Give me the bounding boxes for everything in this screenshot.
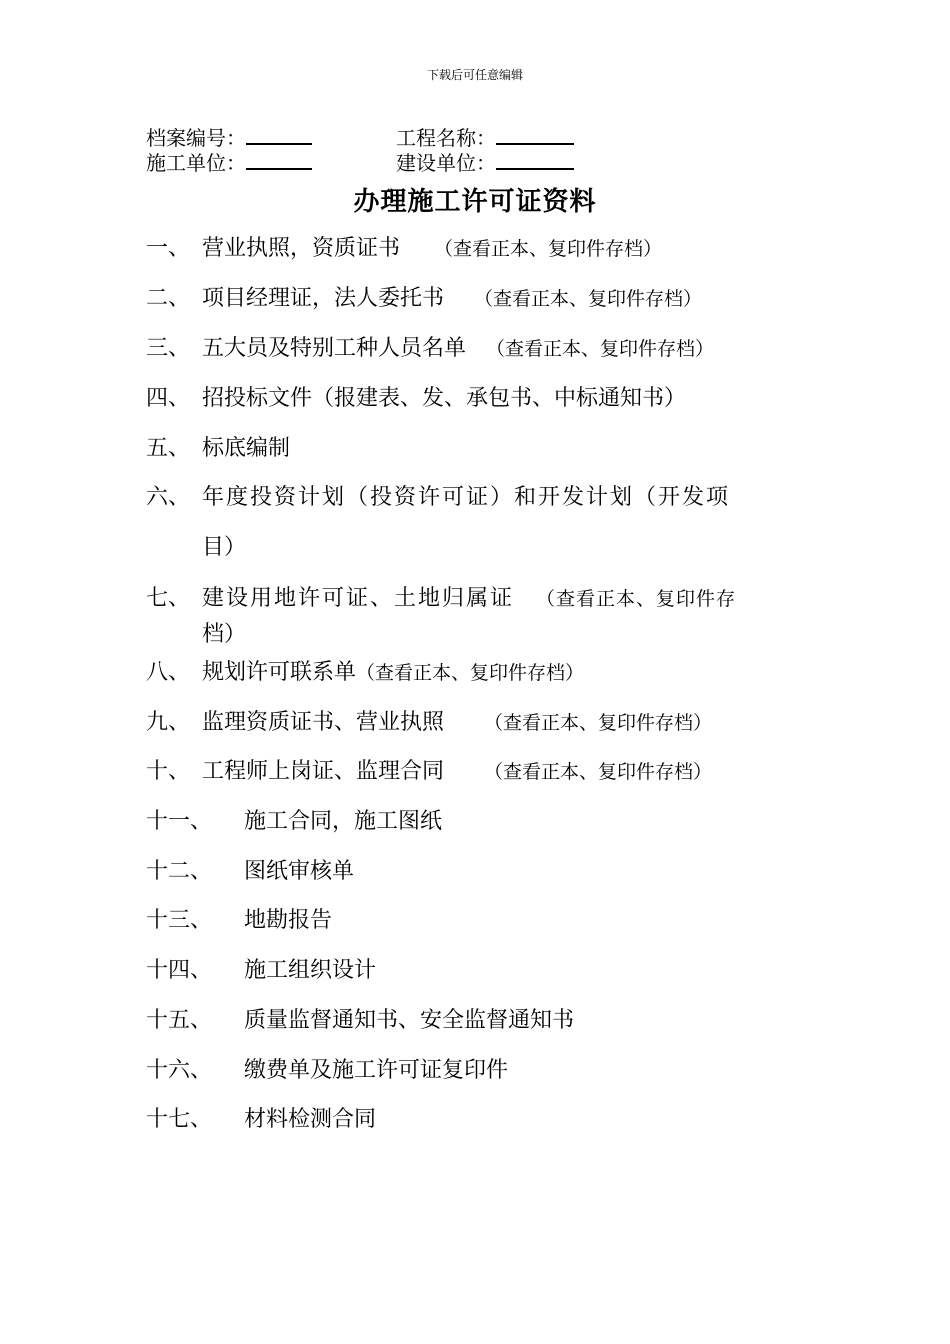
item-number: 八、	[146, 660, 191, 685]
item-note: （查看正本、复印件存档）	[474, 288, 703, 310]
item-number: 五、	[146, 436, 191, 461]
item-text: 地勘报告	[244, 908, 333, 933]
item-note: （查看正本、复印件存档）	[484, 712, 713, 734]
document-title: 办理施工许可证资料	[353, 187, 597, 217]
archive-number-blank	[246, 127, 312, 145]
item-text: 规划许可联系单（查看正本、复印件存档）	[202, 660, 585, 685]
item-text: 监理资质证书、营业执照 （查看正本、复印件存档）	[202, 710, 713, 735]
item-text: 五大员及特别工种人员名单 （查看正本、复印件存档）	[202, 336, 715, 361]
item-text: 质量监督通知书、安全监督通知书	[244, 1008, 575, 1033]
item-number: 十六、	[146, 1058, 213, 1083]
item-text: 标底编制	[202, 436, 291, 461]
item-number: 九、	[146, 710, 191, 735]
item-text: 工程师上岗证、监理合同 （查看正本、复印件存档）	[202, 759, 713, 784]
item-number: 十七、	[146, 1107, 213, 1132]
item-text: 招投标文件（报建表、发、承包书、中标通知书）	[202, 386, 687, 411]
item-number: 四、	[146, 386, 191, 411]
item-text: 年度投资计划（投资许可证）和开发计划（开发项	[202, 485, 731, 510]
item-text: 缴费单及施工许可证复印件	[244, 1058, 509, 1083]
item-text: 材料检测合同	[244, 1107, 377, 1132]
item-number: 六、	[146, 485, 191, 510]
item-text: 建设用地许可证、土地归属证 （查看正本、复印件存	[202, 586, 737, 611]
item-note: （查看正本、复印件存档）	[486, 338, 715, 360]
item-text: 施工合同，施工图纸	[244, 809, 443, 834]
item-number: 三、	[146, 336, 191, 361]
item-number: 十四、	[146, 958, 213, 983]
item-note: （查看正本、复印件存档）	[356, 662, 585, 684]
item-continuation: 目）	[202, 535, 247, 560]
project-name-blank	[496, 127, 574, 145]
contractor-label: 施工单位：	[146, 151, 246, 175]
item-text: 营业执照，资质证书 （查看正本、复印件存档）	[202, 236, 663, 261]
item-number: 十一、	[146, 809, 213, 834]
item-number: 一、	[146, 236, 191, 261]
builder-field	[396, 151, 574, 175]
item-note: （查看正本、复印件存	[536, 588, 737, 610]
project-name-label: 工程名称：	[396, 126, 496, 150]
item-continuation: 档）	[202, 622, 247, 647]
archive-number-field	[146, 126, 312, 150]
item-number: 二、	[146, 286, 191, 311]
builder-blank	[496, 152, 574, 170]
item-text: 项目经理证，法人委托书 （查看正本、复印件存档）	[202, 286, 703, 311]
item-text: 图纸审核单	[244, 859, 355, 884]
item-number: 十三、	[146, 908, 213, 933]
item-note: （查看正本、复印件存档）	[484, 761, 713, 783]
item-text: 施工组织设计	[244, 958, 377, 983]
contractor-field	[146, 151, 312, 175]
item-number: 十、	[146, 759, 191, 784]
header-note: 下载后可任意编辑	[426, 68, 523, 82]
builder-label: 建设单位：	[396, 151, 496, 175]
item-number: 十五、	[146, 1008, 213, 1033]
project-name-field	[396, 126, 574, 150]
contractor-blank	[246, 152, 312, 170]
item-note: （查看正本、复印件存档）	[434, 238, 663, 260]
item-number: 七、	[146, 586, 191, 611]
archive-number-label: 档案编号：	[146, 126, 246, 150]
item-number: 十二、	[146, 859, 213, 884]
